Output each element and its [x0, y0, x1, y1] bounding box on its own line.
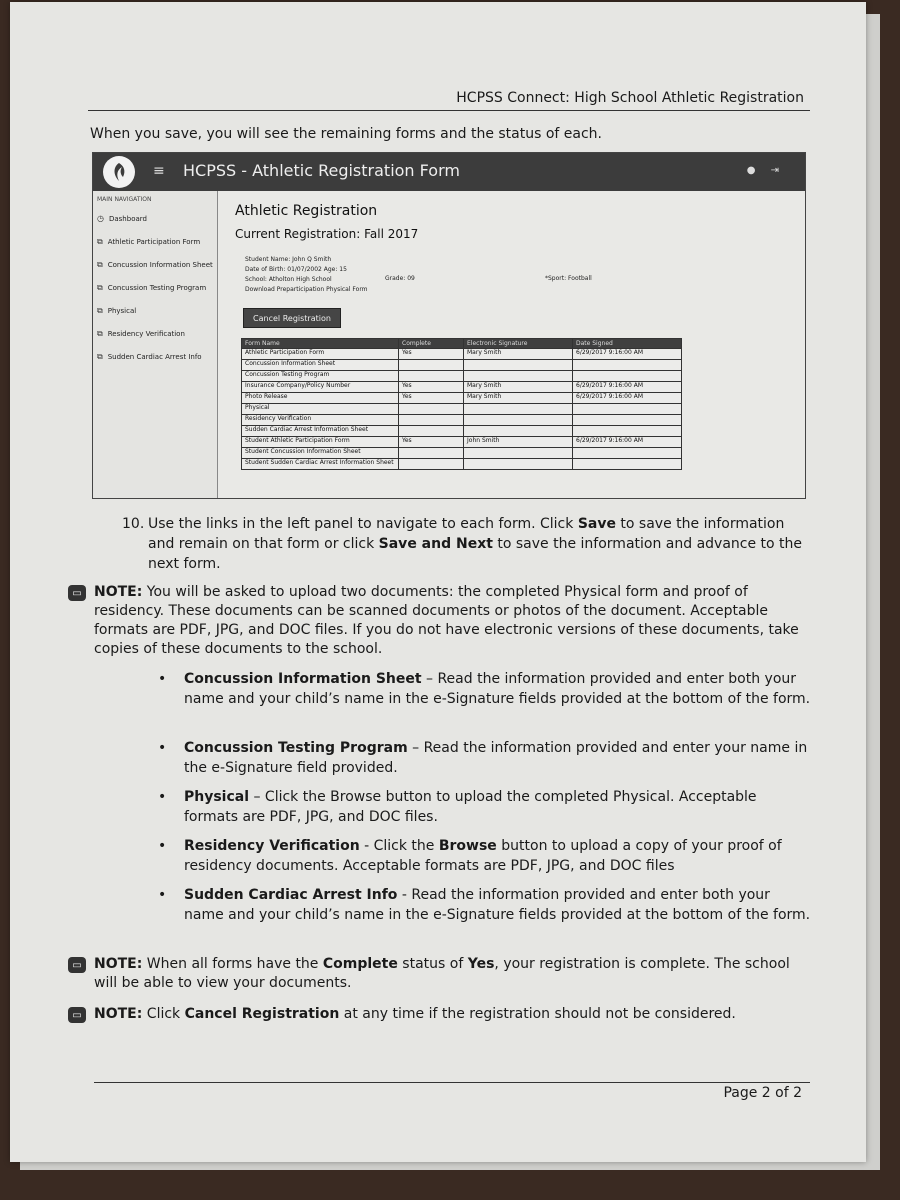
- link-icon: ⧉: [97, 328, 103, 338]
- cancel-registration-button[interactable]: Cancel Registration: [243, 308, 341, 328]
- document-header: HCPSS Connect: High School Athletic Registration: [456, 90, 804, 106]
- form-name-cell[interactable]: Student Concussion Information Sheet: [242, 448, 399, 459]
- date-signed-cell: [573, 459, 682, 470]
- note-cancel: ▭ NOTE: Click Cancel Registration at any time if the registration should not be considered.: [68, 1005, 814, 1024]
- student-info: [245, 255, 368, 295]
- signature-cell: [464, 404, 573, 415]
- main-content: [225, 191, 805, 498]
- link-icon: ⧉: [97, 259, 103, 269]
- signature-cell: Mary Smith: [464, 349, 573, 360]
- bullet-concussion-info: • Concussion Information Sheet – Read the information provided and enter both your name and your child’s name in the e-Signature fields provided at the bottom of the form.: [158, 671, 811, 707]
- complete-cell: [399, 426, 464, 437]
- table-row: [242, 349, 682, 360]
- sidebar-item-cardiac-arrest[interactable]: ⧉ Sudden Cardiac Arrest Info: [97, 351, 202, 361]
- student-name: Student Name: John Q Smith: [245, 256, 332, 263]
- col-form-name: Form Name: [242, 339, 399, 349]
- col-date-signed: Date Signed: [573, 339, 682, 349]
- save-term: Save: [577, 516, 616, 532]
- form-name-cell[interactable]: Student Athletic Participation Form: [242, 437, 399, 448]
- sidebar-item-residency[interactable]: ⧉ Residency Verification: [97, 328, 185, 338]
- date-signed-cell: [573, 360, 682, 371]
- sidebar: [93, 191, 218, 498]
- sidebar-item-concussion-testing[interactable]: ⧉ Concussion Testing Program: [97, 282, 207, 292]
- table-row: [242, 437, 682, 448]
- complete-cell: [399, 459, 464, 470]
- form-name-cell[interactable]: Physical: [242, 404, 399, 415]
- signature-cell: [464, 426, 573, 437]
- intro-text: When you save, you will see the remaining forms and the status of each.: [90, 126, 603, 142]
- date-signed-cell: [573, 404, 682, 415]
- sidebar-item-athletic-participation[interactable]: ⧉ Athletic Participation Form: [97, 236, 201, 246]
- date-signed-cell: [573, 371, 682, 382]
- form-name-cell[interactable]: Sudden Cardiac Arrest Information Sheet: [242, 426, 399, 437]
- table-header-row: [242, 339, 682, 349]
- form-name-cell[interactable]: Photo Release: [242, 393, 399, 404]
- page-title: Athletic Registration: [235, 203, 378, 219]
- sidebar-item-dashboard[interactable]: ◷ Dashboard: [97, 214, 147, 223]
- form-name-cell[interactable]: Insurance Company/Policy Number: [242, 382, 399, 393]
- hamburger-menu-icon[interactable]: ≡: [153, 163, 165, 179]
- note-icon: ▭: [68, 957, 86, 973]
- page-number: Page 2 of 2: [723, 1085, 802, 1101]
- link-icon: ⧉: [97, 282, 103, 292]
- complete-cell: Yes: [399, 437, 464, 448]
- complete-cell: Yes: [399, 382, 464, 393]
- note-icon: ▭: [68, 585, 86, 601]
- complete-cell: [399, 360, 464, 371]
- note-upload: ▭ NOTE: You will be asked to upload two documents: the completed Physical form and proof of residency. These documents can be scanned documents or photos of the document. Acceptable formats are PDF, JPG, and DOC files. If you do not have electronic versions of these documents, take copies of these documents to the school.: [68, 583, 814, 659]
- student-grade: Grade: 09: [385, 275, 415, 282]
- bullet-physical: • Physical – Click the Browse button to upload the completed Physical. Acceptable formats are PDF, JPG, and DOC files.: [158, 789, 757, 825]
- signature-cell: [464, 371, 573, 382]
- signature-cell: [464, 459, 573, 470]
- student-school: School: Atholton High School: [245, 276, 332, 283]
- note-complete: ▭ NOTE: When all forms have the Complete status of Yes, your registration is complete. The school will be able to view your documents.: [68, 955, 814, 993]
- bullet-concussion-testing: • Concussion Testing Program – Read the information provided and enter your name in the e-Signature field provided.: [158, 740, 808, 776]
- date-signed-cell: [573, 415, 682, 426]
- signature-cell: [464, 415, 573, 426]
- sidebar-heading: MAIN NAVIGATION: [97, 196, 152, 203]
- sidebar-item-physical[interactable]: ⧉ Physical: [97, 305, 137, 315]
- step-10: 10. Use the links in the left panel to navigate to each form. Click Save to save the information and remain on that form or click Save and Next to save the information and advance to the next form.: [122, 516, 803, 572]
- form-name-cell[interactable]: Concussion Testing Program: [242, 371, 399, 382]
- topbar-action-icons[interactable]: ● ⇥: [746, 165, 785, 176]
- signature-cell: Mary Smith: [464, 393, 573, 404]
- current-registration: Current Registration: Fall 2017: [235, 227, 419, 241]
- form-name-cell[interactable]: Student Sudden Cardiac Arrest Information Sheet: [242, 459, 399, 470]
- embedded-screenshot: [92, 152, 806, 499]
- link-icon: ⧉: [97, 351, 103, 361]
- date-signed-cell: 6/29/2017 9:16:00 AM: [573, 349, 682, 360]
- hcpss-logo-icon: [103, 156, 135, 188]
- date-signed-cell: [573, 426, 682, 437]
- link-icon: ⧉: [97, 236, 103, 246]
- table-row: [242, 393, 682, 404]
- col-complete: Complete: [399, 339, 464, 349]
- note-icon: ▭: [68, 1007, 86, 1023]
- signature-cell: Mary Smith: [464, 382, 573, 393]
- table-row: [242, 404, 682, 415]
- signature-cell: [464, 360, 573, 371]
- app-title: HCPSS - Athletic Registration Form: [183, 161, 460, 180]
- complete-cell: Yes: [399, 393, 464, 404]
- form-name-cell[interactable]: Athletic Participation Form: [242, 349, 399, 360]
- download-physical-link[interactable]: Download Preparticipation Physical Form: [245, 286, 368, 293]
- forms-status-table: [241, 338, 682, 470]
- date-signed-cell: 6/29/2017 9:16:00 AM: [573, 382, 682, 393]
- link-icon: ⧉: [97, 305, 103, 315]
- student-dob: Date of Birth: 01/07/2002 Age: 15: [245, 266, 347, 273]
- table-row: [242, 448, 682, 459]
- student-sport: *Sport: Football: [545, 275, 592, 282]
- table-row: [242, 371, 682, 382]
- form-name-cell[interactable]: Residency Verification: [242, 415, 399, 426]
- header-divider: [88, 110, 810, 111]
- signature-cell: John Smith: [464, 437, 573, 448]
- signature-cell: [464, 448, 573, 459]
- sidebar-item-concussion-info[interactable]: ⧉ Concussion Information Sheet: [97, 259, 213, 269]
- col-signature: Electronic Signature: [464, 339, 573, 349]
- bullet-residency: • Residency Verification - Click the Browse button to upload a copy of your proof of residency documents. Acceptable formats are PDF, JPG, and DOC files: [158, 838, 782, 874]
- table-row: [242, 459, 682, 470]
- complete-cell: [399, 448, 464, 459]
- table-row: [242, 360, 682, 371]
- footer-divider: [94, 1082, 810, 1083]
- app-topbar: [93, 153, 805, 191]
- form-name-cell[interactable]: Concussion Information Sheet: [242, 360, 399, 371]
- table-row: [242, 382, 682, 393]
- table-row: [242, 415, 682, 426]
- date-signed-cell: 6/29/2017 9:16:00 AM: [573, 437, 682, 448]
- table-row: [242, 426, 682, 437]
- save-next-term: Save and Next: [378, 536, 493, 552]
- bullet-cardiac-arrest: • Sudden Cardiac Arrest Info - Read the information provided and enter both your name and your child’s name in the e-Signature fields provided at the bottom of the form.: [158, 887, 811, 923]
- complete-cell: [399, 404, 464, 415]
- document-page: [10, 2, 866, 1162]
- date-signed-cell: 6/29/2017 9:16:00 AM: [573, 393, 682, 404]
- complete-cell: [399, 415, 464, 426]
- clock-icon: ◷: [97, 214, 104, 223]
- date-signed-cell: [573, 448, 682, 459]
- complete-cell: [399, 371, 464, 382]
- complete-cell: Yes: [399, 349, 464, 360]
